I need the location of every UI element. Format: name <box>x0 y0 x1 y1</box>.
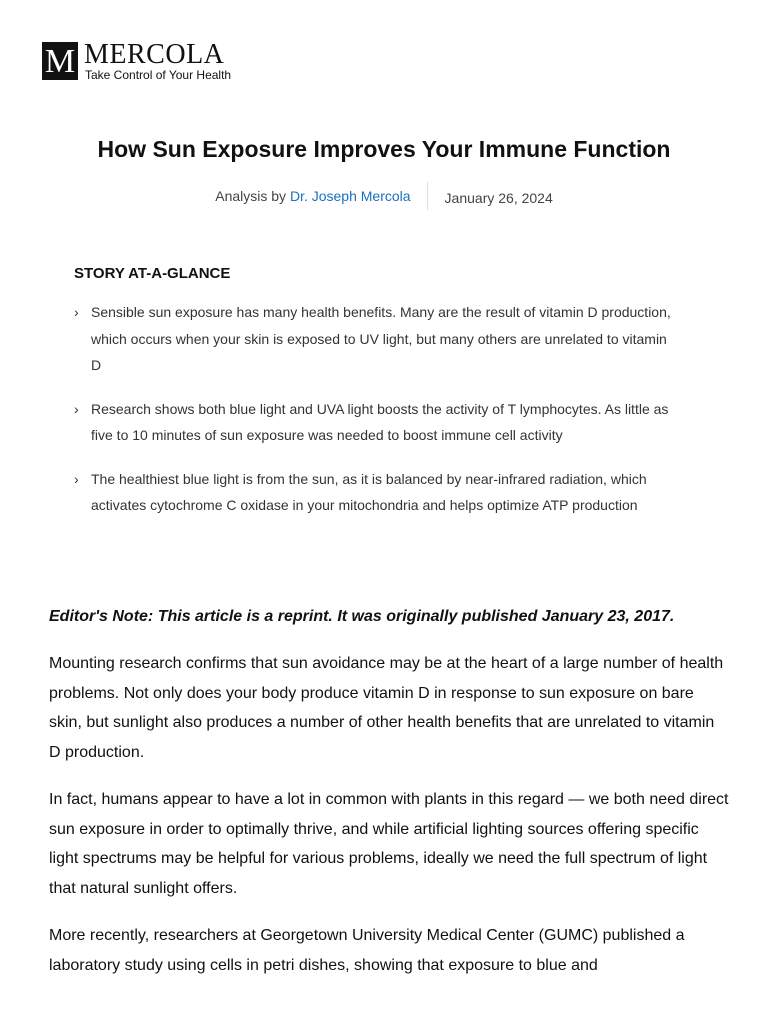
list-item <box>74 299 674 379</box>
glance-item-text: The healthiest blue light is from the sun, as it is balanced by near-infrared radiation, which activates cytochrome C oxidase in your mitochondria and helps optimize ATP production <box>91 470 647 513</box>
article-body <box>49 602 729 998</box>
byline-prefix: Analysis by <box>215 188 287 204</box>
logo-tagline: Take Control of Your Health <box>85 68 232 82</box>
byline <box>0 182 768 210</box>
logo-name: MERCOLA <box>84 39 225 70</box>
list-item <box>74 466 674 519</box>
glance-item-text: Research shows both blue light and UVA light boosts the activity of T lymphocytes. As little as five to 10 minutes of sun exposure was needed to boost immune cell activity <box>91 400 669 443</box>
chevron-right-icon: › <box>74 470 79 487</box>
site-logo[interactable] <box>42 39 232 83</box>
chevron-right-icon: › <box>74 400 79 417</box>
glance-heading: STORY AT-A-GLANCE <box>74 265 231 282</box>
list-item <box>74 396 674 449</box>
author-link[interactable]: Dr. Joseph Mercola <box>289 188 411 204</box>
chevron-right-icon: › <box>74 304 79 320</box>
body-paragraph: In fact, humans appear to have a lot in common with plants in this regard — we both need direct sun exposure in order to optimally thrive, and while artificial lighting sources offering specific light spectrums may be helpful for various problems, ideally we need the full spectrum of light that natural sunlight offers. <box>49 791 729 897</box>
article-title: How Sun Exposure Improves Your Immune Function <box>97 136 671 162</box>
publish-date: January 26, 2024 <box>444 190 553 206</box>
byline-author-block <box>215 182 427 210</box>
logo-mark-icon: M <box>42 42 78 80</box>
editor-note: Editor's Note: This article is a reprint. It was originally published January 23, 2017. <box>49 608 675 625</box>
body-paragraph: More recently, researchers at Georgetown University Medical Center (GUMC) published a laboratory study using cells in petri dishes, showing that exposure to blue and <box>49 927 685 974</box>
body-paragraph: Mounting research confirms that sun avoidance may be at the heart of a large number of health problems. Not only does your body produce vitamin D in response to sun exposure on bare skin, but sunlight also produces a number of other health benefits that are unrelated to vitamin D production. <box>49 655 724 761</box>
story-at-a-glance <box>74 263 674 536</box>
logo-text <box>84 39 232 83</box>
glance-list <box>74 299 674 519</box>
glance-item-text: Sensible sun exposure has many health benefits. Many are the result of vitamin D production, which occurs when your skin is exposed to UV light, but many others are unrelated to vitamin D <box>91 304 671 373</box>
